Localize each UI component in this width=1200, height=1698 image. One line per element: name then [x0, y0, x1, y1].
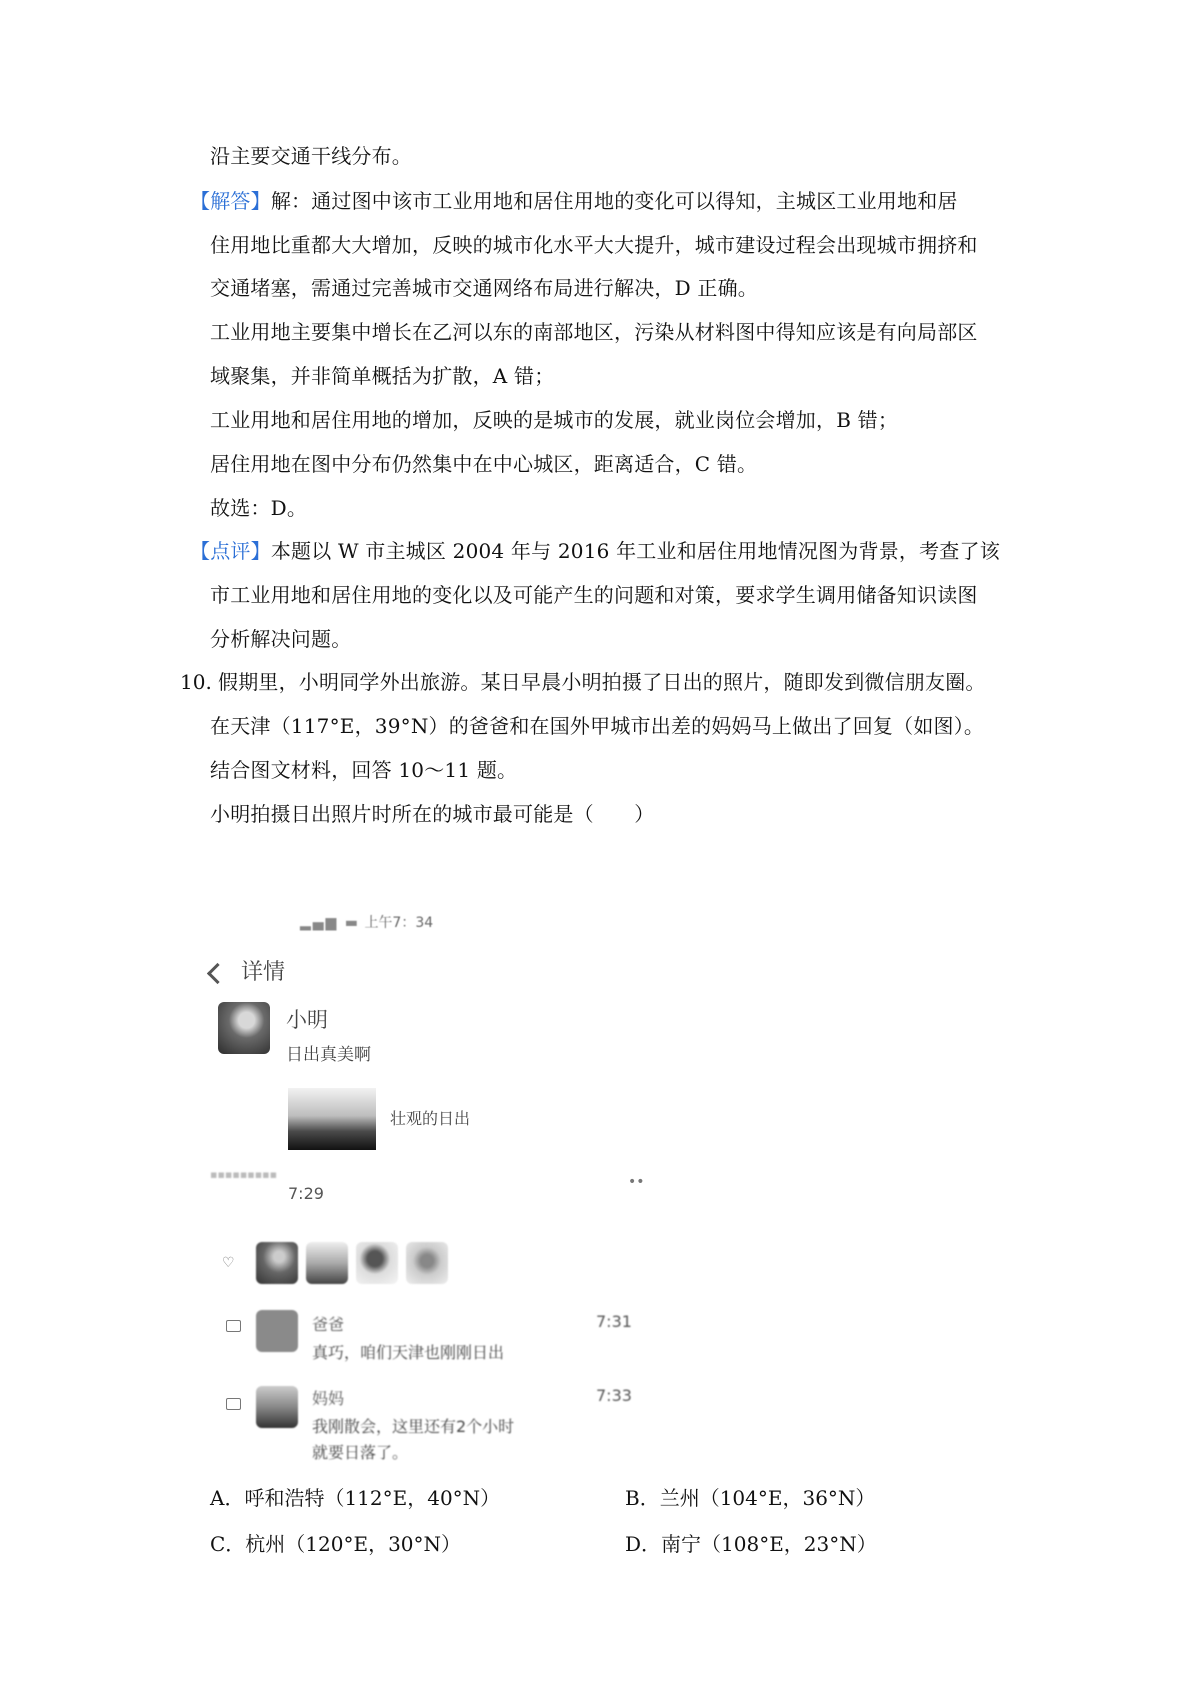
like-avatar[interactable]	[306, 1242, 348, 1284]
commenter-avatar[interactable]	[256, 1310, 298, 1352]
text-line: 解：通过图中该市工业用地和居住用地的变化可以得知，主城区工业用地和居	[270, 189, 958, 213]
option-c: C．杭州（120°E，30°N）	[210, 1532, 462, 1556]
status-bar	[300, 912, 433, 932]
text-line: 工业用地和居住用地的增加，反映的是城市的发展，就业岗位会增加，B 错；	[210, 408, 899, 432]
like-avatar[interactable]	[356, 1242, 398, 1284]
option-a: A．呼和浩特（112°E，40°N）	[210, 1486, 501, 1510]
text-line: 住用地比重都大大增加，反映的城市化水平大大提升，城市建设过程会出现城市拥挤和	[210, 233, 978, 257]
answer-tag: 【解答】	[190, 189, 271, 213]
text-line: 沿主要交通干线分布。	[210, 144, 412, 168]
header-title: 详情	[241, 960, 286, 985]
comment-name[interactable]: 妈妈	[312, 1389, 345, 1408]
text-line: 故选：D。	[210, 496, 308, 520]
faded-text: ▪▪▪▪▪▪▪▪▪	[210, 1168, 278, 1181]
comment-icon	[226, 1320, 241, 1332]
text-line: 市工业用地和居住用地的变化以及可能产生的问题和对策，要求学生调用储备知识读图	[210, 583, 978, 607]
text-line: 居住用地在图中分布仍然集中在中心城区，距离适合，C 错。	[210, 452, 758, 476]
comment-time: 7:33	[596, 1386, 632, 1405]
comment-text: 真巧，咱们天津也刚刚日出	[312, 1343, 505, 1362]
text-line: 交通堵塞，需通过完善城市交通网络布局进行解决，D 正确。	[210, 276, 758, 300]
option-d: D．南宁（108°E，23°N）	[625, 1532, 877, 1556]
back-arrow-icon[interactable]	[207, 962, 228, 983]
review-tag: 【点评】	[190, 539, 271, 563]
question-text: 结合图文材料，回答 10～11 题。	[210, 758, 518, 782]
commenter-avatar[interactable]	[256, 1386, 298, 1428]
signal-icon: ▂▄▆ ▬	[300, 915, 360, 931]
text-line: 域聚集，并非简单概括为扩散，A 错；	[210, 364, 555, 388]
comment-text: 就要日落了。	[312, 1443, 409, 1462]
question-text: 在天津（117°E，39°N）的爸爸和在国外甲城市出差的妈妈马上做出了回复（如图）。	[210, 714, 985, 738]
more-icon[interactable]: ••	[628, 1174, 645, 1190]
post-user[interactable]: 小明	[286, 1008, 328, 1032]
comment-name[interactable]: 爸爸	[312, 1315, 345, 1334]
post-text: 日出真美啊	[286, 1045, 371, 1065]
question-number: 10.	[180, 670, 212, 694]
option-b: B．兰州（104°E，36°N）	[625, 1486, 876, 1510]
like-avatar[interactable]	[256, 1242, 298, 1284]
answer-paragraph	[190, 187, 958, 215]
question-text: 假期里，小明同学外出旅游。某日早晨小明拍摄了日出的照片，随即发到微信朋友圈。	[218, 670, 986, 694]
sunrise-photo-thumbnail[interactable]	[288, 1088, 376, 1150]
heart-icon: ♡	[222, 1255, 235, 1271]
comment-text: 我刚散会，这里还有2个小时	[312, 1417, 515, 1436]
text-line: 分析解决问题。	[210, 627, 352, 651]
link-title[interactable]: 壮观的日出	[390, 1109, 471, 1128]
question-stem: 小明拍摄日出照片时所在的城市最可能是（ ）	[210, 802, 655, 826]
avatar[interactable]	[218, 1002, 270, 1054]
status-time: 上午7：34	[364, 915, 434, 931]
text-line: 本题以 W 市主城区 2004 年与 2016 年工业和居住用地情况图为背景，考查了该	[270, 539, 1000, 563]
comment-icon	[226, 1398, 241, 1410]
like-avatar[interactable]	[406, 1242, 448, 1284]
comment-time: 7:31	[596, 1312, 632, 1331]
text-line: 工业用地主要集中增长在乙河以东的南部地区，污染从材料图中得知应该是有向局部区	[210, 320, 978, 344]
post-time: 7:29	[288, 1184, 324, 1203]
review-paragraph	[190, 537, 1000, 565]
detail-header	[210, 955, 285, 986]
